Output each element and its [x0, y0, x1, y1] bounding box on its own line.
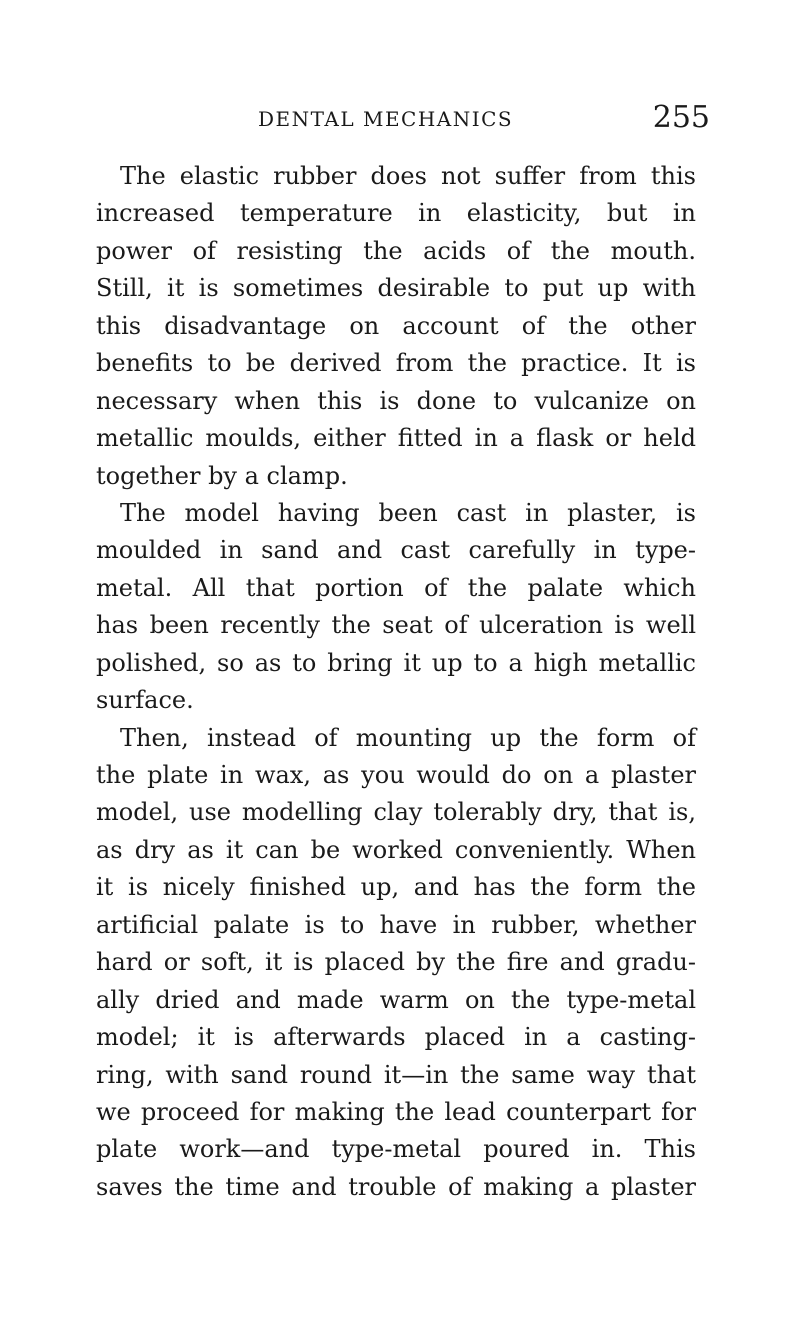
text-line: hard or soft, it is placed by the fire and gradu- — [96, 948, 696, 977]
text-line: plate work—and type-metal poured in. This — [96, 1135, 696, 1164]
text-line: increased temperature in elasticity, but in — [96, 199, 696, 228]
text-line: artificial palate is to have in rubber, whether — [96, 910, 696, 939]
text-line: The model having been cast in plaster, is — [120, 498, 696, 527]
text-line: polished, so as to bring it up to a high metallic — [96, 648, 696, 677]
text-line: The elastic rubber does not suffer from this — [120, 162, 696, 190]
text-line: moulded in sand and cast carefully in type- — [96, 536, 696, 565]
running-head — [238, 100, 710, 140]
text-line: necessary when this is done to vulcanize on — [96, 386, 696, 415]
text-line: Still, it is sometimes desirable to put up with — [96, 274, 696, 303]
body-text — [96, 158, 696, 1206]
text-line: surface. — [96, 686, 194, 715]
text-line: ring, with sand round it—in the same way that — [96, 1060, 696, 1089]
page-number: 255 — [652, 100, 710, 135]
text-line: together by a clamp. — [96, 461, 348, 490]
text-line: ally dried and made warm on the type-metal — [96, 985, 696, 1014]
text-line: metal. All that portion of the palate which — [96, 573, 696, 602]
text-line: we proceed for making the lead counterpart for — [96, 1097, 696, 1126]
text-line: saves the time and trouble of making a plaster — [96, 1172, 696, 1201]
text-line: benefits to be derived from the practice. It is — [96, 349, 696, 378]
text-line: metallic moulds, either fitted in a flask or held — [96, 424, 696, 453]
text-line: it is nicely finished up, and has the form the — [96, 873, 696, 902]
text-line: the plate in wax, as you would do on a plaster — [96, 761, 696, 789]
text-line: Then, instead of mounting up the form of — [120, 723, 696, 752]
text-line: model, use modelling clay tolerably dry, that is, — [96, 798, 696, 827]
text-line: model; it is afterwards placed in a casting- — [96, 1023, 696, 1052]
text-line: has been recently the seat of ulceration is well — [96, 611, 696, 640]
text-line: power of resisting the acids of the mouth. — [96, 236, 696, 265]
text-line: this disadvantage on account of the other — [96, 311, 696, 340]
running-title: DENTAL MECHANICS — [258, 107, 514, 131]
text-line: as dry as it can be worked conveniently. When — [96, 835, 696, 864]
